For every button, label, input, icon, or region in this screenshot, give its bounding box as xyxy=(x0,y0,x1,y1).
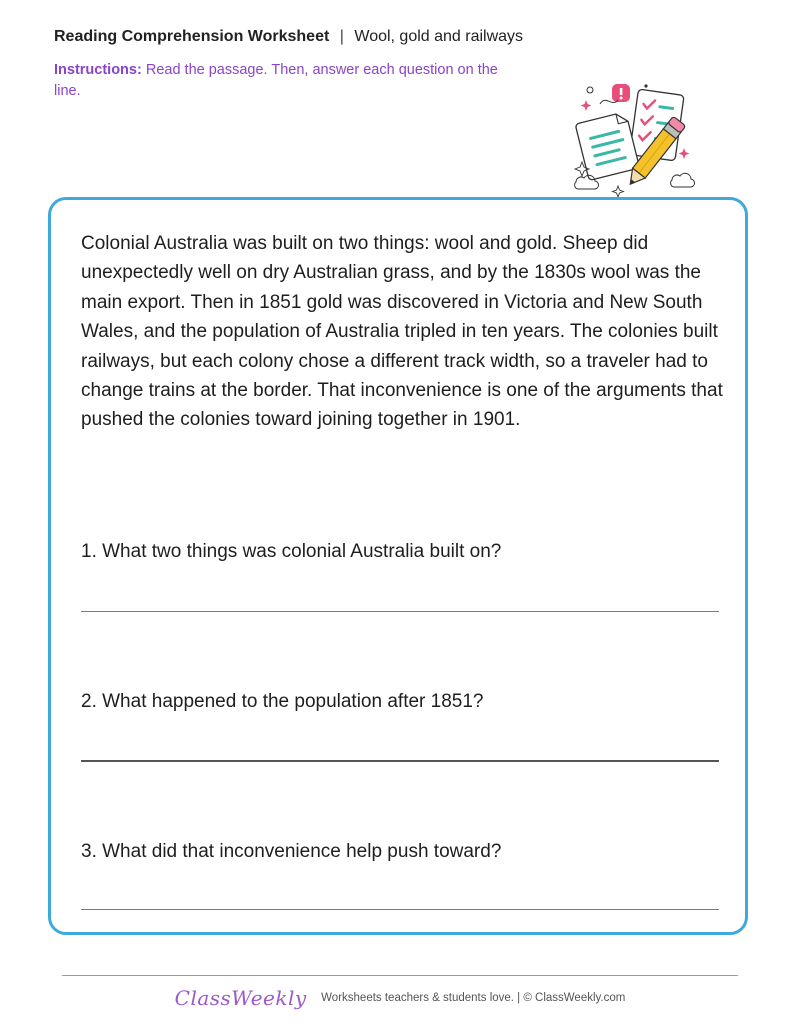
header-separator: | xyxy=(339,28,344,45)
footer-tagline: Worksheets teachers & students love. | © ClassWeekly.com xyxy=(321,992,626,1004)
worksheet-header xyxy=(54,28,523,46)
question-3: 3. What did that inconvenience help push toward? xyxy=(81,841,502,862)
passage-card xyxy=(48,197,748,935)
question-2: 2. What happened to the population after 1851? xyxy=(81,691,484,712)
reading-passage: Colonial Australia was built on two things: wool and gold. Sheep did unexpectedly well on dry Australian grass, and by the 1830s wool was the main export. Then in 1851 gold was discovered in Victoria and New South Wales, and the population of Australia tripled in ten years. The colonies built railways, but each colony chose a different track width, so a traveler had to change trains at the border. That inconvenience is one of the arguments that pushed the colonies toward joining together in 1901. xyxy=(81,233,723,431)
answer-line-1[interactable] xyxy=(81,611,719,612)
instructions-label: Instructions: xyxy=(54,62,142,78)
answer-line-3[interactable] xyxy=(81,909,719,910)
instructions-text: Read the passage. Then, answer each question on the line. xyxy=(54,62,498,99)
instructions xyxy=(54,60,514,102)
worksheet-clipboard-pencil-illustration xyxy=(572,78,698,198)
footer xyxy=(0,986,800,1010)
answer-line-2[interactable] xyxy=(81,760,719,762)
worksheet-topic: Wool, gold and railways xyxy=(354,28,524,45)
brand-logo: ClassWeekly xyxy=(174,986,307,1010)
worksheet-title: Reading Comprehension Worksheet xyxy=(54,28,330,45)
question-1: 1. What two things was colonial Australia built on? xyxy=(81,541,502,562)
footer-divider xyxy=(62,975,738,976)
